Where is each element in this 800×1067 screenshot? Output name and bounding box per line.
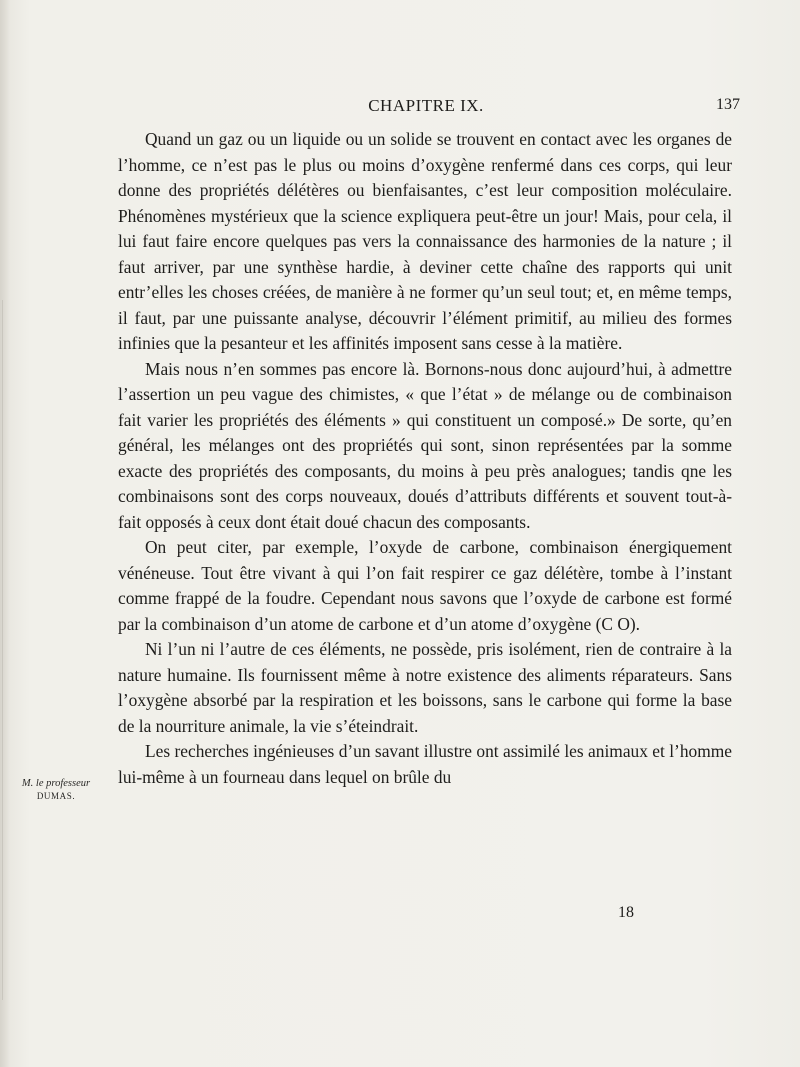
paragraph-2: Mais nous n’en sommes pas encore là. Bornons-nous donc aujourd’hui, à admettre l’assertion un peu vague des chimistes, « que l’état » de mélange ou de combinaison fait varier les propriétés des éléments » qui constituent un composé.» De sorte, qu’en général, les mélanges ont des propriétés qui sont, sinon représentées par la somme exacte des propriétés des composants, du moins à peu près analogues; tandis qne les combinaisons sont des corps nouveaux, doués d’attributs différents et souvent tout-à-fait opposés à ceux dont était doué chacun des composants.	[118, 358, 732, 532]
paragraph-1: Quand un gaz ou un liquide ou un solide se trouvent en contact avec les organes de l’homme, ce n’est pas le plus ou moins d’oxygène renfermé dans ces corps, qui leur donne des propriétés délétères ou bienfaisantes, c’est leur composition moléculaire. Phénomènes mystérieux que la science expliquera peut-être un jour! Mais, pour cela, il lui faut faire encore quelques pas vers la connaissance des harmonies de la nature ; il faut arriver, par une synthèse hardie, à deviner cette chaîne des rapports qui unit entr’elles les choses créées, de manière à ne former qu’un seul tout; et, en même temps, il faut, par une puissante analyse, découvrir l’élément primitif, au milieu des formes infinies que la pesanteur et les affinités imposent sans cesse à la matière.	[118, 129, 732, 353]
margin-note-role: M. le professeur	[21, 778, 91, 789]
paragraph-3: On peut citer, par exemple, l’oxyde de carbone, combinaison énergiquement vénéneuse. Tout être vivant à qui l’on fait respirer ce gaz délétère, tombe à l’instant comme frappé de la foudre. Cependant nous savons que l’oxyde de carbone est formé par la combinaison d’un atome de carbone et d’un atome d’oxygène (C O).	[118, 537, 732, 634]
paragraph-4: Ni l’un ni l’autre de ces éléments, ne possède, pris isolément, rien de contraire à la nature humaine. Ils fournissent même à notre existence des aliments réparateurs. Sans l’oxygène absorbé par la respiration et les boissons, sans le carbone qui forme la base de la nourriture animale, la vie s’éteindrait.	[118, 639, 732, 736]
body-text	[118, 127, 732, 790]
margin-note-name: DUMAS.	[36, 791, 76, 801]
signature-mark: 18	[618, 904, 634, 921]
page-number: 137	[716, 96, 740, 113]
margin-note	[6, 778, 106, 802]
margin-rule	[2, 300, 3, 1000]
paragraph-5: Les recherches ingénieuses d’un savant illustre ont assimilé les animaux et l’homme lui-même à un fourneau dans lequel on brûle du	[118, 741, 732, 787]
chapter-title: CHAPITRE IX.	[368, 96, 484, 115]
running-header	[118, 96, 740, 122]
